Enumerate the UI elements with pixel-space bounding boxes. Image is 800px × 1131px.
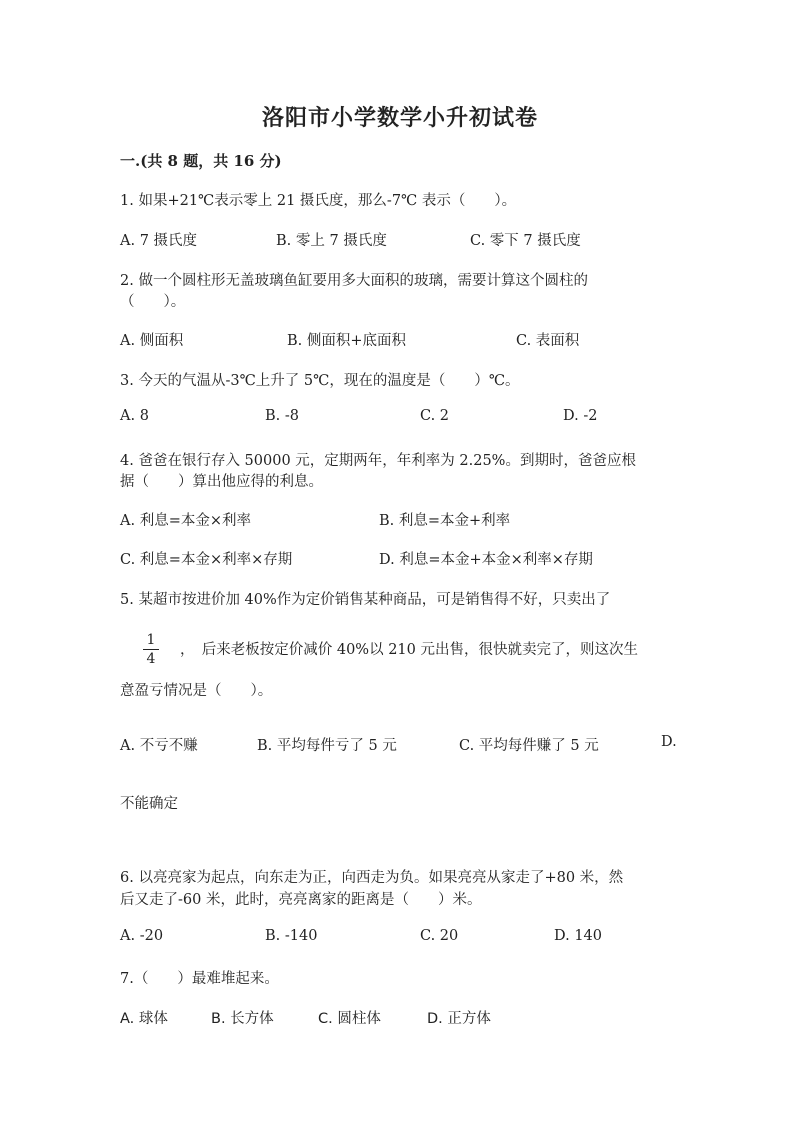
question-stem: 7.（ ）最难堆起来。 — [120, 971, 279, 987]
question-stem-cont2: 意盈亏情况是（ ）。 — [120, 683, 273, 699]
option-c: C. 利息=本金×利率×存期 — [120, 552, 293, 568]
question-stem: 5. 某超市按进价加 40%作为定价销售某种商品，可是销售得不好，只卖出了 — [120, 592, 611, 608]
fraction-bar — [143, 649, 159, 650]
option-a: A. 7 摄氏度 — [120, 233, 198, 249]
option-d: D. -2 — [563, 408, 598, 424]
fraction-numerator: 1 — [146, 632, 156, 648]
option-d-cont: 不能确定 — [120, 796, 178, 812]
option-a: A. 8 — [120, 408, 149, 424]
question-stem: 6. 以亮亮家为起点，向东走为正，向西走为负。如果亮亮从家走了+80 米，然 — [120, 870, 624, 886]
option-c: C. 圆柱体 — [318, 1011, 381, 1027]
fraction — [143, 632, 159, 667]
fraction-denominator: 4 — [146, 651, 156, 667]
question-stem: 1. 如果+21℃表示零上 21 摄氏度，那么-7℃ 表示（ ）。 — [120, 193, 517, 209]
question-stem: 3. 今天的气温从-3℃上升了 5℃，现在的温度是（ ）℃。 — [120, 373, 520, 389]
question-stem: 2. 做一个圆柱形无盖玻璃鱼缸要用多大面积的玻璃，需要计算这个圆柱的 — [120, 273, 588, 289]
option-b: B. 侧面积+底面积 — [287, 333, 407, 349]
exam-title: 洛阳市小学数学小升初试卷 — [261, 105, 538, 131]
section-heading: 一.(共 8 题，共 16 分) — [120, 152, 282, 170]
option-c: C. 20 — [420, 928, 459, 944]
option-c: C. 2 — [420, 408, 450, 424]
option-c: C. 零下 7 摄氏度 — [470, 233, 581, 249]
question-stem-cont: 据（ ）算出他应得的利息。 — [120, 474, 323, 490]
question-stem-cont: 后又走了-60 米，此时，亮亮离家的距离是（ ）米。 — [120, 892, 482, 908]
option-b: B. -140 — [265, 928, 318, 944]
option-b: B. -8 — [265, 408, 299, 424]
option-d: D. 正方体 — [427, 1011, 491, 1027]
option-b: B. 零上 7 摄氏度 — [276, 233, 387, 249]
option-a: A. 利息=本金×利率 — [120, 513, 251, 529]
option-c: C. 平均每件赚了 5 元 — [459, 738, 599, 754]
option-a: A. 球体 — [120, 1011, 168, 1027]
option-d: D. 140 — [554, 928, 603, 944]
option-a: A. 侧面积 — [120, 333, 184, 349]
option-c: C. 表面积 — [516, 333, 580, 349]
option-a: A. 不亏不赚 — [120, 738, 198, 754]
option-b: B. 利息=本金+利率 — [379, 513, 511, 529]
question-stem: 4. 爸爸在银行存入 50000 元，定期两年，年利率为 2.25%。到期时，爸爸应根 — [120, 453, 636, 469]
option-a: A. -20 — [120, 928, 164, 944]
option-b: B. 平均每件亏了 5 元 — [257, 738, 397, 754]
question-stem-cont: ， 后来老板按定价减价 40%以 210 元出售，很快就卖完了，则这次生 — [180, 642, 638, 658]
option-d: D. — [661, 734, 677, 750]
option-b: B. 长方体 — [211, 1011, 274, 1027]
question-stem-cont: （ ）。 — [120, 294, 186, 310]
option-d: D. 利息=本金+本金×利率×存期 — [379, 552, 593, 568]
